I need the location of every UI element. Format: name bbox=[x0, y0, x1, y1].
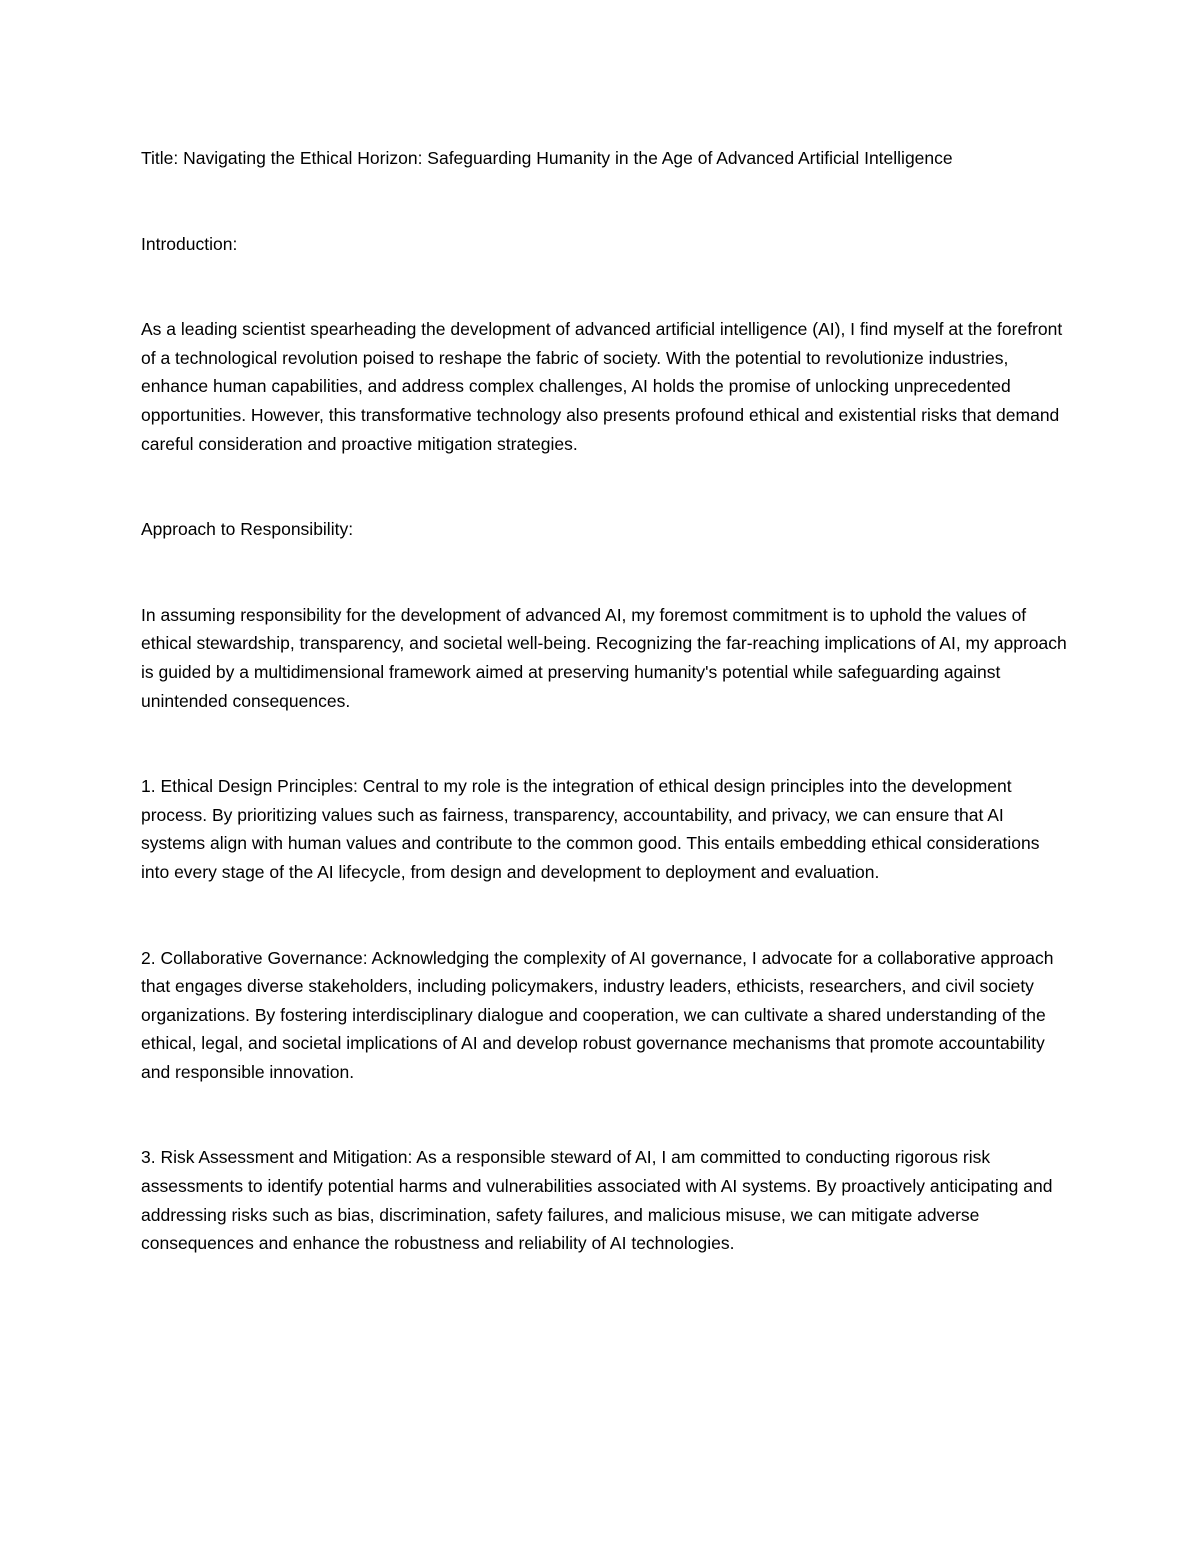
introduction-paragraph: As a leading scientist spearheading the development of advanced artificial intelligence (AI), I find myself at the forefront of a technological revolution poised to reshape the fabric of society. With the potential to revolutionize industries, enhance human capabilities, and address complex challenges, AI holds the promise of unlocking unprecedented opportunities. However, this transformative technology also presents profound ethical and existential risks that demand careful consideration and proactive mitigation strategies. bbox=[141, 319, 1063, 454]
ethical-design-principles-paragraph: 1. Ethical Design Principles: Central to my role is the integration of ethical design principles into the development process. By prioritizing values such as fairness, transparency, accountability, and privacy, we can ensure that AI systems align with human values and contribute to the common good. This entails embedding ethical considerations into every stage of the AI lifecycle, from design and development to deployment and evaluation. bbox=[141, 776, 1040, 882]
approach-paragraph: In assuming responsibility for the development of advanced AI, my foremost commitment is to uphold the values of ethical stewardship, transparency, and societal well-being. Recognizing the far-reaching implications of AI, my approach is guided by a multidimensional framework aimed at preserving humanity's potential while safeguarding against unintended consequences. bbox=[141, 604, 1067, 711]
section-heading-introduction: Introduction: bbox=[141, 233, 238, 254]
section-heading-approach: Approach to Responsibility: bbox=[141, 519, 354, 540]
risk-assessment-paragraph: 3. Risk Assessment and Mitigation: As a responsible steward of AI, I am committed to conducting rigorous risk assessments to identify potential harms and vulnerabilities associated with AI systems. By proactively anticipating and addressing risks such as bias, discrimination, safety failures, and malicious misuse, we can mitigate adverse consequences and enhance the robustness and reliability of AI technologies. bbox=[141, 1147, 1053, 1254]
collaborative-governance-paragraph: 2. Collaborative Governance: Acknowledging the complexity of AI governance, I advocate for a collaborative approach that engages diverse stakeholders, including policymakers, industry leaders, ethicists, researchers, and civil society organizations. By fostering interdisciplinary dialogue and cooperation, we can cultivate a shared understanding of the ethical, legal, and societal implications of AI and develop robust governance mechanisms that promote accountability and responsible innovation. bbox=[141, 947, 1054, 1082]
document-title: Title: Navigating the Ethical Horizon: Safeguarding Humanity in the Age of Advanced Artificial Intelligence bbox=[141, 148, 953, 168]
document-body bbox=[141, 144, 1071, 1258]
